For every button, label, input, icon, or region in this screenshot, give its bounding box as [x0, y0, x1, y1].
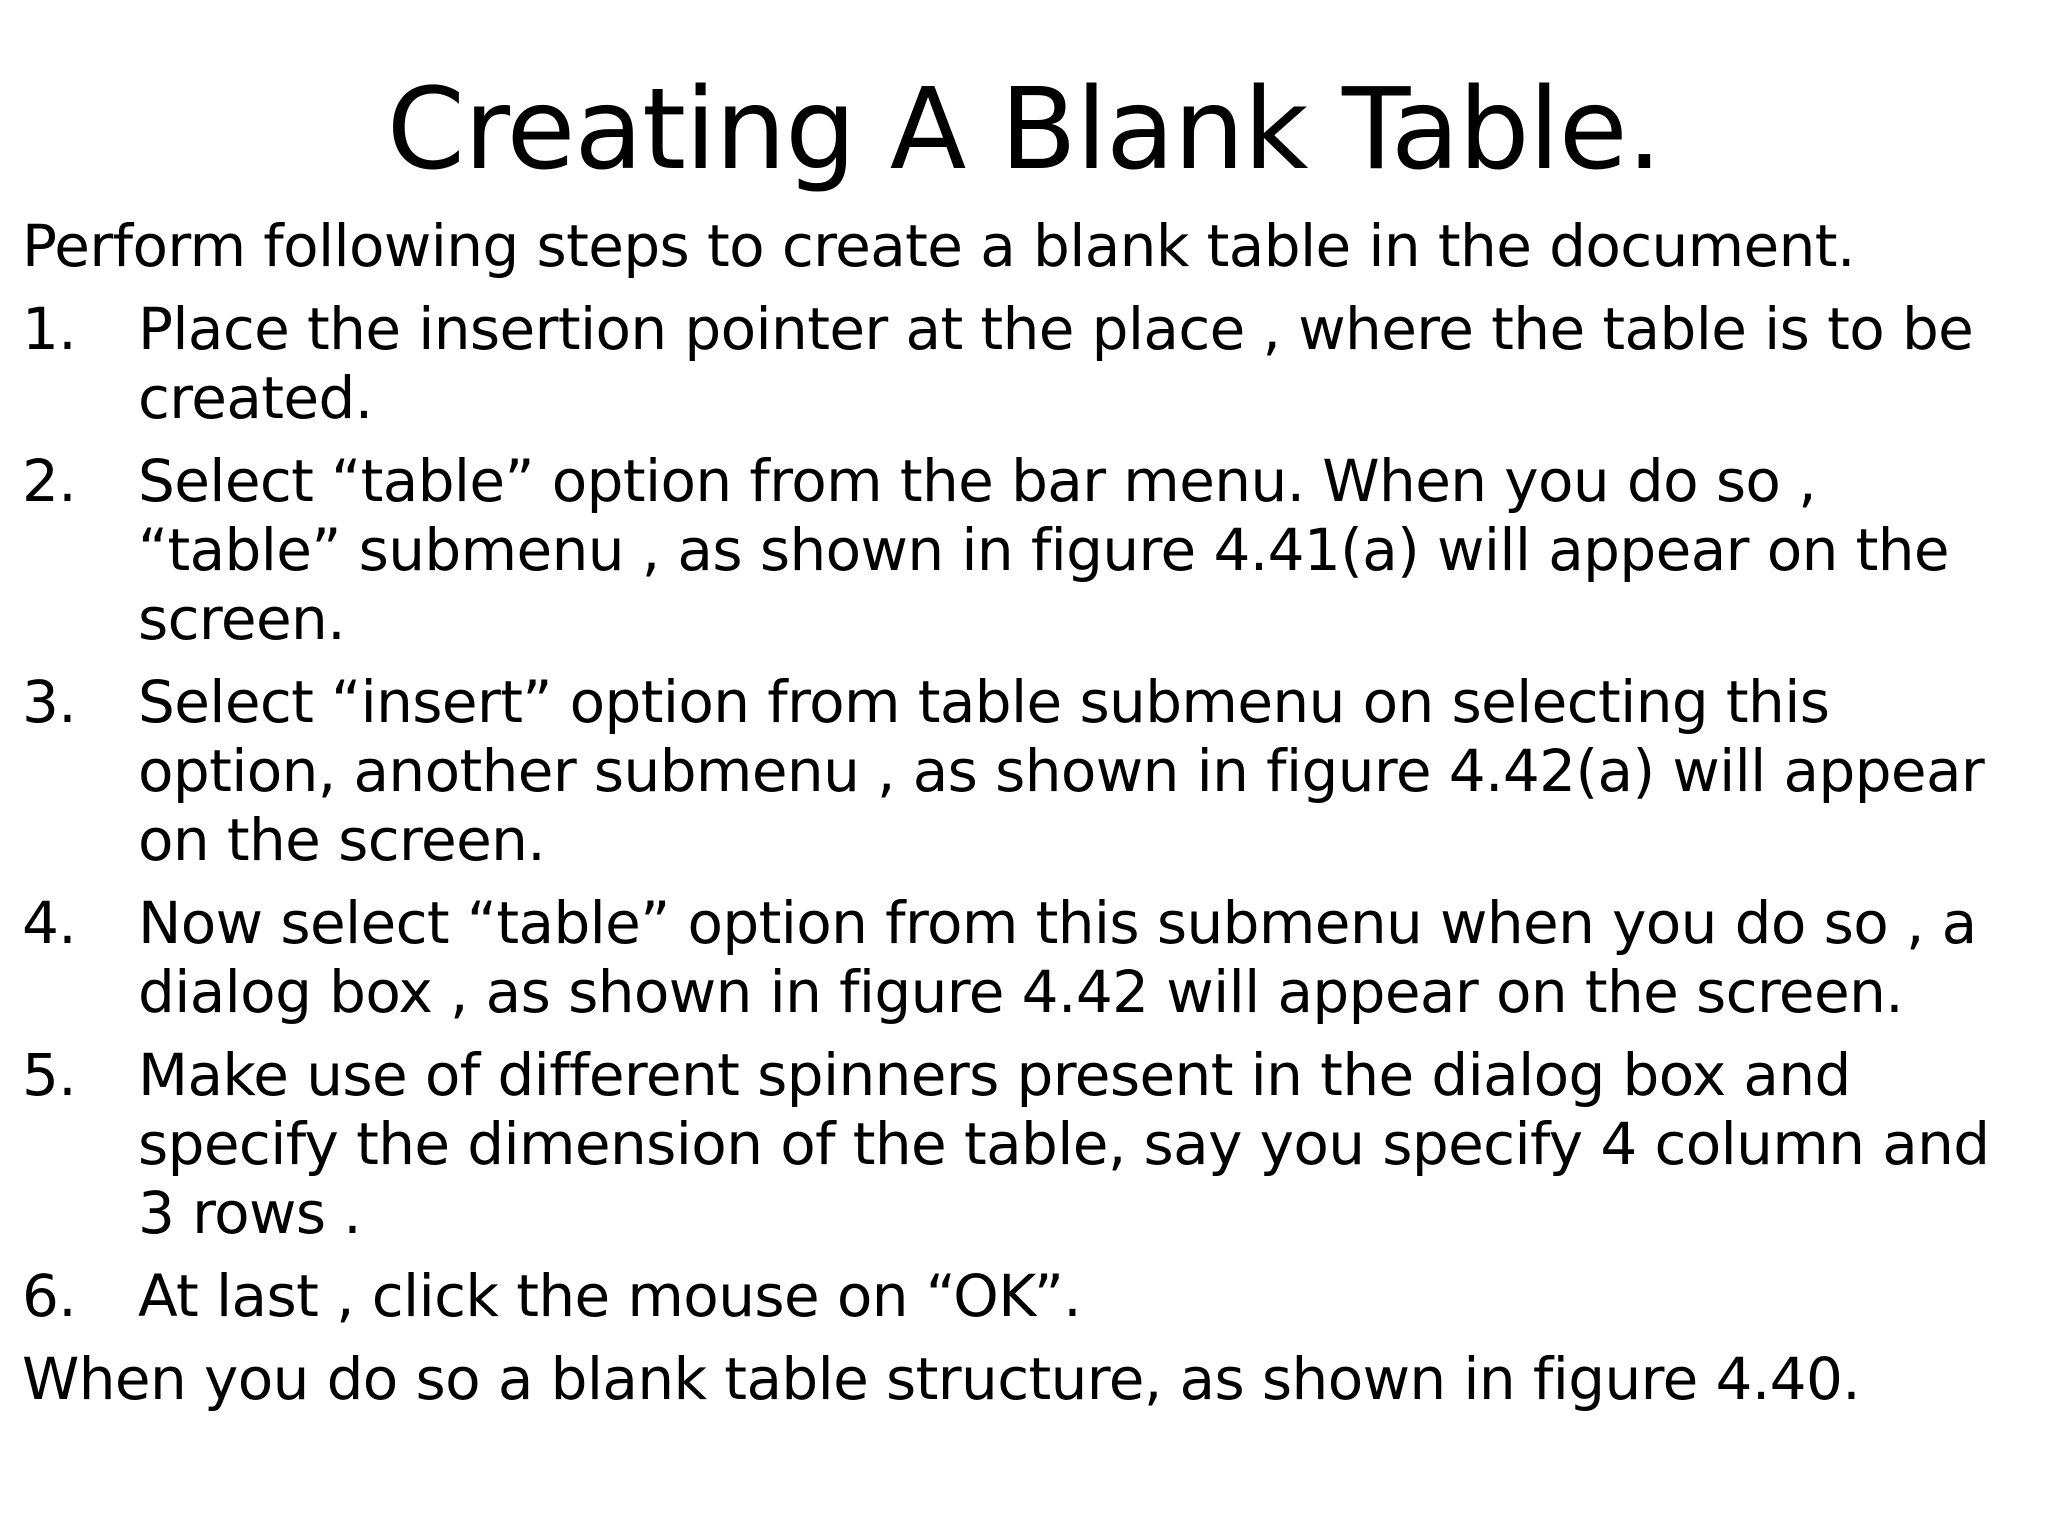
step-number: 3. [22, 668, 77, 736]
slide-title: Creating A Blank Table. [386, 65, 1662, 195]
list-item [22, 1041, 2032, 1248]
step-text-line: Select “insert” option from table submenu on selecting this [138, 668, 1830, 736]
step-text-line: screen. [138, 585, 346, 653]
steps-list [22, 295, 2032, 1331]
step-text-line: on the screen. [138, 806, 546, 874]
step-number: 6. [22, 1262, 77, 1330]
step-text-line: Select “table” option from the bar menu. When you do so , [138, 447, 1816, 515]
step-text-line: Now select “table” option from this submenu when you do so , a [138, 889, 1977, 957]
step-text-line: option, another submenu , as shown in figure 4.42(a) will appear [138, 737, 1985, 805]
step-number: 5. [22, 1041, 77, 1109]
intro-paragraph: Perform following steps to create a blank table in the document. [22, 212, 1855, 280]
closing-paragraph: When you do so a blank table structure, as shown in figure 4.40. [22, 1345, 1861, 1413]
list-item [22, 668, 2032, 875]
step-number: 4. [22, 889, 77, 957]
step-text-line: specify the dimension of the table, say you specify 4 column and [138, 1110, 1990, 1178]
list-item [22, 889, 2032, 1027]
step-text-line: Place the insertion pointer at the place , where the table is to be [138, 295, 1974, 363]
step-number: 2. [22, 447, 77, 515]
step-text-line: At last , click the mouse on “OK”. [138, 1262, 1082, 1330]
step-text-line: 3 rows . [138, 1179, 362, 1247]
step-text-line: dialog box , as shown in figure 4.42 will appear on the screen. [138, 958, 1904, 1026]
list-item [22, 295, 2032, 433]
step-text-line: Make use of different spinners present in the dialog box and [138, 1041, 1851, 1109]
list-item [22, 1262, 2032, 1331]
list-item [22, 447, 2032, 654]
step-text-line: “table” submenu , as shown in figure 4.41(a) will appear on the [138, 516, 1949, 584]
step-text-line: created. [138, 364, 373, 432]
slide-body [22, 212, 2032, 1414]
step-number: 1. [22, 295, 77, 363]
